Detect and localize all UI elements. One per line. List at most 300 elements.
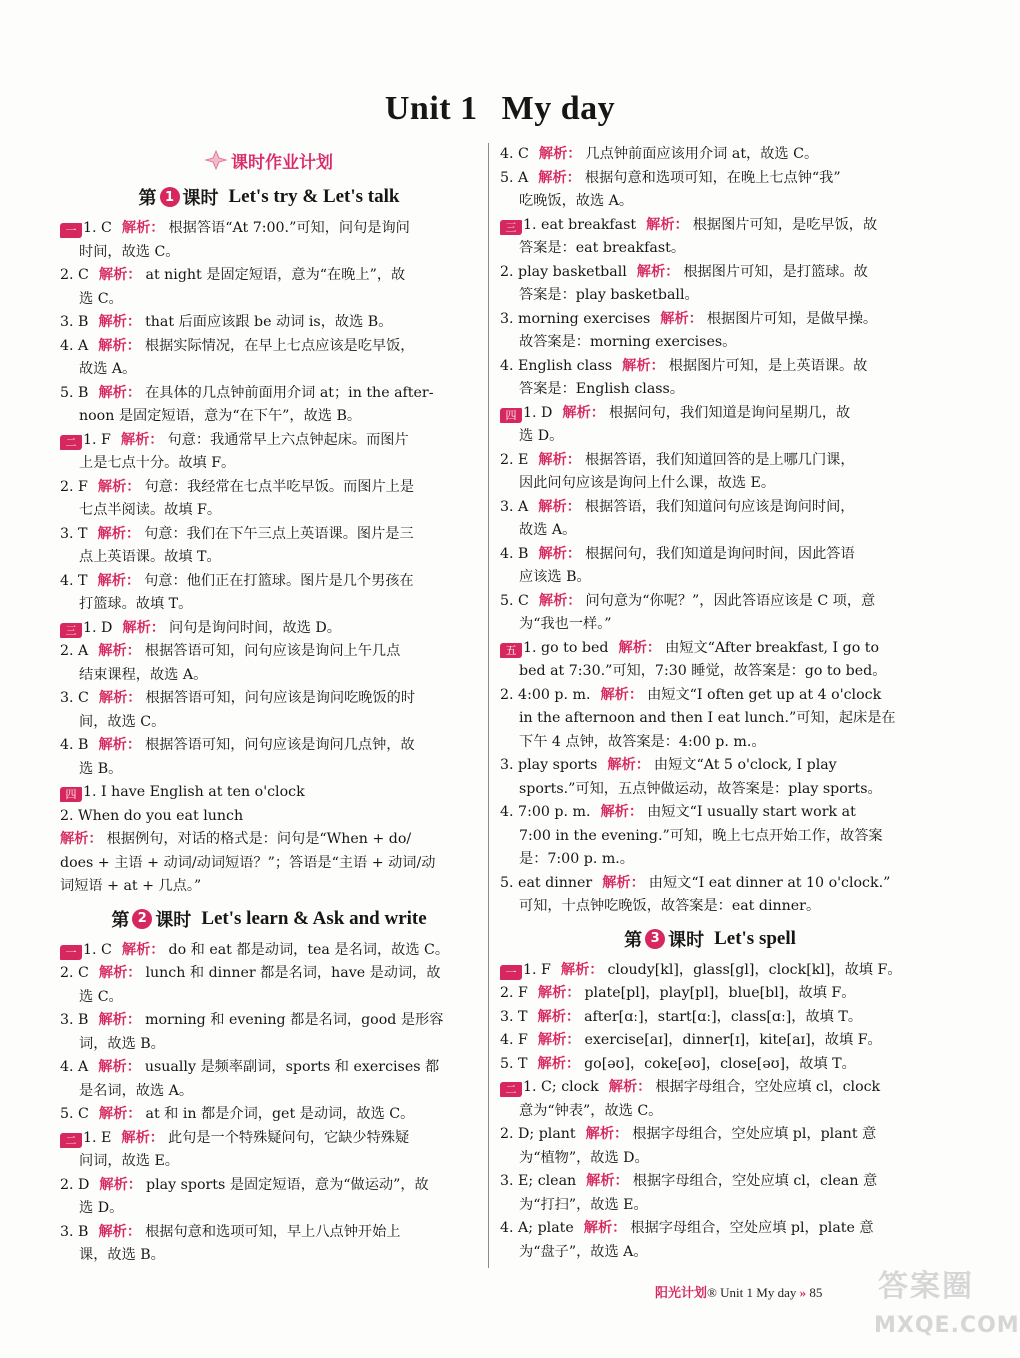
answer-line [500,519,920,543]
answer-line [500,1241,920,1265]
answer-line [60,1033,478,1057]
answer-line [500,731,920,755]
explanation-label: 解析： [537,985,581,1001]
lesson-title: Let's learn & Ask and write [201,907,427,929]
section-badge-icon: 一 [60,223,82,238]
answer-line [60,1150,478,1174]
answer-line [500,872,920,896]
answer-line [500,496,920,520]
explanation-label: 解析： [98,965,142,981]
explanation-text: do 和 eat 都是动词，tea 是名词，故选 C。 [168,941,450,958]
explanation-text: 句意：我通常早上六点钟起床。而图片 [167,431,409,448]
explanation-text: 问句意为“你呢？”，因此答语应该是 C 项，意 [585,592,876,609]
question-answer: 3. B [60,1223,89,1240]
explanation-text: 句意：他们正在打篮球。图片是几个男孩在 [144,572,414,589]
lesson-prefix: 第 [111,909,130,931]
explanation-label: 解析： [618,639,662,656]
question-answer: 5. C [500,592,529,609]
answer-line [60,875,478,899]
question-answer: 3. play sports [500,757,598,773]
explanation-label: 解析： [98,1106,142,1122]
section-badge-icon: 三 [500,220,522,235]
explanation-text: 七点半阅读。故填 F。 [79,502,222,518]
explanation-text: 问句是询问时间，故选 D。 [169,619,341,636]
explanation-label: 解析： [97,572,141,589]
explanation-text: 根据句意和选项可知，在晚上七点钟“我” [584,169,841,186]
answer-line [500,754,920,778]
explanation-text: 由短文“After breakfast, I go to [665,639,880,656]
explanation-label: 解析： [538,146,582,162]
explanation-text: 时间，故选 C。 [79,243,180,260]
question-answer: 2. D [60,1176,90,1193]
explanation-text: 根据问句，我们知道是询问时间，因此答语 [585,545,855,562]
answer-line [500,543,920,567]
question-answer: 3. A [500,498,529,515]
explanation-label: 解析： [538,169,581,186]
explanation-text: 下午 4 点钟，故答案是：4:00 p. m.。 [519,733,766,750]
answer-line [60,939,478,963]
answer-line [500,1006,920,1030]
explanation-text: 词，故选 B。 [79,1035,165,1052]
lesson-title: Let's spell [714,927,796,949]
explanation-label: 解析： [602,874,645,891]
question-answer: 4. English class [500,357,613,374]
plan-heading [60,143,478,177]
section-badge-icon: 三 [60,623,82,638]
answer-line [500,449,920,473]
explanation-text: exercise[aɪ]，dinner[ɪ]，kite[aɪ]，故填 F。 [584,1032,882,1048]
question-answer: 5. T [500,1055,528,1072]
question-answer: 2. C [60,965,89,981]
answer-line [60,405,478,429]
explanation-text: 由短文“I usually start work at [647,804,856,820]
explanation-text: 根据答语“At 7:00.”可知，问句是询问 [168,220,410,236]
explanation-label: 解析： [537,1008,581,1025]
question-answer: 5. C [60,1106,89,1122]
question-answer: 3. B [60,1012,89,1028]
explanation-text: play sports 是固定短语，意为“做运动”，故 [146,1176,429,1193]
page-number: 85 [809,1285,823,1300]
explanation-text: sports.”可知，五点钟做运动，故答案是：play sports。 [519,780,882,797]
explanation-text: 词短语 + at + 几点。” [60,878,202,894]
question-answer: 2. C [60,267,89,283]
question-answer: 3. E; clean [500,1173,577,1189]
explanation-label: 解析： [538,498,581,515]
answer-line [500,637,920,661]
explanation-label: 解析： [98,1223,142,1240]
question-answer: 1. F [83,431,111,448]
explanation-text: 根据实际情况，在早上七点应该是吃早饭， [144,337,415,354]
answer-line [60,781,478,805]
explanation-label: 解析： [98,1059,141,1075]
unit-title [0,90,1000,128]
question-answer: 1. C; clock [523,1079,599,1095]
explanation-text: 根据句意和选项可知，早上八点钟开始上 [145,1223,401,1240]
answer-line [500,261,920,285]
watermark-bottom: MXQE.COM [874,1313,1020,1338]
answer-line [60,523,478,547]
answer-line [500,237,920,261]
answer-line [500,425,920,449]
lesson-title: Let's try & Let's talk [228,186,400,207]
answer-line [500,331,920,355]
question-answer: 1. D [83,619,113,636]
answer-line [60,687,478,711]
explanation-text: 根据图片可知，是吃早饭，故 [692,216,878,233]
explanation-text: 根据问句，我们知道是询问星期几，故 [609,404,851,421]
explanation-text: 间，故选 C。 [79,713,166,730]
answer-line [500,707,920,731]
answer-line [60,1009,478,1033]
explanation-text: 因此问句应该是询问上什么课，故选 E。 [519,475,776,491]
explanation-text: 根据例句，对话的格式是：问句是“When + do/ [106,831,412,847]
explanation-text: 选 D。 [519,428,564,444]
explanation-label: 解析： [121,220,165,236]
question-answer: 1. F [523,961,551,978]
section-badge-icon: 二 [60,435,82,450]
lesson-heading [60,899,478,939]
explanation-text: 根据字母组合，空处应填 pl，plate 意 [630,1220,874,1236]
question-answer: 4. A [60,337,89,354]
section-badge-icon: 一 [60,945,82,960]
answer-line [60,962,478,986]
explanation-label: 解析： [98,690,142,706]
explanation-text: 选 C。 [79,290,123,307]
explanation-text: 根据答语，我们知道回答的是上哪几门课， [584,451,855,468]
lesson-suffix: 课时 [668,929,705,951]
lesson-heading [60,177,478,217]
answer-line [60,758,478,782]
explanation-text: 为“我也一样。” [519,616,612,632]
question-answer: 4. A [60,1059,89,1075]
answer-line [500,660,920,684]
answer-line [60,452,478,476]
explanation-label: 解析： [122,619,165,636]
answer-line [60,382,478,406]
explanation-text: 是名词，故选 A。 [79,1082,194,1099]
section-badge-icon: 一 [500,965,522,980]
explanation-label: 解析： [660,310,703,327]
answer-line [500,472,920,496]
answer-line [500,378,920,402]
answer-line [60,429,478,453]
footer-unit: Unit 1 [720,1285,754,1300]
explanation-label: 解析： [98,643,141,659]
explanation-text: 选 D。 [79,1200,124,1216]
answer-line [60,852,478,876]
page-footer [655,1282,822,1301]
explanation-text: 故选 A。 [519,522,577,538]
explanation-text: in the afternoon and then I eat lunch.”可知，起床是在 [519,710,896,726]
explanation-text: 根据图片可知，是上英语课。故 [668,357,868,374]
explanation-label: 解析： [562,404,605,421]
answer-line [500,959,920,983]
explanation-label: 解析： [60,831,103,847]
explanation-text: 课，故选 B。 [79,1247,165,1263]
explanation-label: 解析： [600,804,644,820]
explanation-text: 为“植物”，故选 D。 [519,1149,649,1166]
leaf-icon [205,149,227,171]
answer-line [500,214,920,238]
answer-line [500,895,920,919]
explanation-label: 解析： [607,757,650,773]
explanation-text: 故选 A。 [79,361,137,377]
answer-line [60,217,478,241]
explanation-text: 上是七点十分。故填 F。 [79,455,236,471]
explanation-label: 解析： [636,263,680,280]
answer-line [500,848,920,872]
question-answer: 2. When do you eat lunch [60,807,244,824]
question-answer: 1. D [523,404,553,421]
answer-line [60,546,478,570]
footer-topic: My day [756,1285,797,1300]
answer-line [500,167,920,191]
column-divider [488,143,489,1268]
answer-line [60,311,478,335]
explanation-label: 解析： [120,431,164,448]
explanation-text: 在具体的几点钟前面用介词 at；in the after- [145,384,434,401]
answer-line [500,566,920,590]
question-answer: 2. 4:00 p. m. [500,686,591,703]
answer-line [500,190,920,214]
explanation-label: 解析： [538,451,581,468]
answer-line [500,308,920,332]
question-answer: 4. B [500,545,529,562]
question-answer: 2. A [60,643,89,659]
answer-line [500,143,920,167]
explanation-text: 根据答语可知，问句应该是询问吃晚饭的时 [145,690,416,706]
explanation-label: 解析： [98,314,142,330]
unit-name: My day [501,90,616,127]
answer-line [60,617,478,641]
answer-line [60,1103,478,1127]
explanation-text: 答案是：English class。 [519,381,685,397]
question-answer: 4. 7:00 p. m. [500,804,591,820]
explanation-label: 解析： [98,267,142,283]
explanation-text: lunch 和 dinner 都是名词，have 是动词，故 [145,965,441,981]
answer-line [60,1080,478,1104]
section-badge-icon: 二 [500,1082,522,1097]
answer-line [60,288,478,312]
explanation-label: 解析： [586,1173,629,1189]
watermark-top: 答案圈 [878,1269,974,1304]
explanation-text: morning 和 evening 都是名词，good 是形容 [145,1012,444,1028]
answer-line [60,1244,478,1268]
question-answer: 1. go to bed [523,639,609,656]
question-answer: 2. play basketball [500,263,627,280]
explanation-text: 应该选 B。 [519,569,591,585]
explanation-label: 解析： [98,384,142,401]
answer-line [500,1076,920,1100]
explanation-label: 解析： [98,337,141,354]
answer-line [500,1217,920,1241]
explanation-text: 为“打扫”，故选 E。 [519,1196,648,1213]
question-answer: 5. B [60,384,89,401]
answer-line [60,241,478,265]
explanation-label: 解析： [537,1032,581,1048]
explanation-label: 解析： [646,216,689,233]
answer-line [500,1100,920,1124]
explanation-text: 此句是一个特殊疑问句，它缺少特殊疑 [167,1129,410,1146]
answer-line [500,1194,920,1218]
explanation-text: 结束课程，故选 A。 [79,666,208,683]
explanation-label: 解析： [560,961,604,978]
answer-line [60,264,478,288]
answer-line [60,1174,478,1198]
lesson-heading [500,919,920,959]
lesson-prefix: 第 [138,188,157,209]
answer-line [60,664,478,688]
explanation-text: 是：7:00 p. m.。 [519,851,634,867]
left-answer-list [60,177,478,1268]
explanation-text: 由短文“I eat dinner at 10 o'clock.” [648,874,891,891]
explanation-label: 解析： [121,1129,164,1146]
explanation-label: 解析： [97,525,141,542]
lesson-number-icon: 2 [132,909,152,929]
explanation-text: 吃晚饭，故选 A。 [519,193,634,209]
answer-line [60,1197,478,1221]
explanation-label: 解析： [97,478,141,495]
question-answer: 2. D; plant [500,1126,576,1142]
explanation-text: 根据字母组合，空处应填 cl，clean 意 [632,1173,878,1189]
explanation-text: 几点钟前面应该用介词 at，故选 C。 [585,146,819,162]
explanation-text: 故答案是：morning exercises。 [519,334,737,350]
footer-reg-mark: ® [707,1285,717,1300]
explanation-text: 句意：我们在下午三点上英语课。图片是三 [144,525,414,542]
explanation-text: 答案是：play basketball。 [519,287,699,303]
answer-line [500,402,920,426]
answer-line [500,801,920,825]
explanation-label: 解析： [98,737,142,753]
explanation-text: 由短文“At 5 o'clock, I play [653,757,837,773]
watermark-logo [870,1255,1020,1350]
lesson-suffix: 课时 [155,909,192,931]
question-answer: 1. I have English at ten o'clock [83,784,305,800]
explanation-text: 选 C。 [79,988,123,1005]
explanation-label: 解析： [608,1079,652,1095]
question-answer: 4. C [500,146,529,162]
lesson-suffix: 课时 [182,188,219,209]
explanation-label: 解析： [121,941,165,958]
explanation-text: does + 主语 + 动词/动词短语？”；答语是“主语 + 动词/动 [60,854,436,871]
question-answer: 4. T [60,572,88,589]
section-badge-icon: 四 [500,408,522,423]
answer-line [500,1147,920,1171]
answer-line [500,825,920,849]
answer-line [500,1123,920,1147]
explanation-text: at night 是固定短语，意为“在晚上”，故 [145,267,406,283]
question-answer: 2. E [500,451,529,468]
question-answer: 4. A; plate [500,1220,574,1236]
answer-line [60,1221,478,1245]
answer-line [500,1053,920,1077]
answer-line [60,1127,478,1151]
explanation-text: 问词，故选 E。 [79,1153,179,1169]
chevron-right-icon: » [799,1285,807,1300]
explanation-text: 根据字母组合，空处应填 pl，plant 意 [632,1126,877,1142]
explanation-text: noon 是固定短语，意为“在下午”，故选 B。 [79,408,362,424]
plan-heading-text: 课时作业计划 [231,152,333,173]
explanation-text: usually 是频率副词，sports 和 exercises 都 [144,1059,440,1075]
explanation-text: 点上英语课。故填 T。 [79,549,221,565]
question-answer: 4. F [500,1032,528,1048]
explanation-text: go[əʊ]，coke[əʊ]，close[əʊ]，故填 T。 [584,1055,856,1072]
question-answer: 5. A [500,169,529,186]
explanation-text: 根据字母组合，空处应填 cl，clock [655,1079,881,1095]
answer-line [60,476,478,500]
answer-line [500,1029,920,1053]
explanation-text: at 和 in 都是介词，get 是动词，故选 C。 [145,1106,415,1122]
question-answer: 3. morning exercises [500,310,651,327]
answer-line [60,805,478,829]
answer-line [60,711,478,735]
explanation-text: plate[pl]，play[pl]，blue[bl]，故填 F。 [584,985,856,1001]
left-column [60,143,478,1268]
right-column [500,143,920,1264]
lesson-number-icon: 1 [160,187,180,207]
section-badge-icon: 五 [500,643,522,658]
explanation-label: 解析： [538,592,582,609]
answer-line [500,982,920,1006]
question-answer: 4. B [60,737,89,753]
explanation-text: 答案是：eat breakfast。 [519,240,686,256]
explanation-label: 解析： [583,1220,627,1236]
question-answer: 1. eat breakfast [523,216,637,233]
explanation-text: 根据答语可知，问句应该是询问上午几点 [144,643,401,659]
question-answer: 3. C [60,690,89,706]
unit-number: Unit 1 [384,90,478,127]
answer-line [60,1056,478,1080]
explanation-text: bed at 7:30.”可知，7:30 睡觉，故答案是：go to bed。 [519,663,887,679]
explanation-label: 解析： [537,1055,581,1072]
section-badge-icon: 四 [60,787,82,802]
footer-brand: 阳光计划 [655,1286,708,1301]
explanation-label: 解析： [98,1012,142,1028]
answer-line [60,335,478,359]
answer-line [500,590,920,614]
explanation-text: 根据图片可知，是打篮球。故 [683,263,868,280]
answer-line [60,358,478,382]
answer-line [500,613,920,637]
explanation-text: after[ɑː]，start[ɑː]，class[ɑː]，故填 T。 [584,1008,863,1025]
question-answer: 1. C [83,941,112,958]
right-answer-list [500,143,920,1264]
explanation-text: that 后面应该跟 be 动词 is，故选 B。 [145,314,393,330]
explanation-text: 根据图片可知，是做早操。 [706,310,878,327]
explanation-label: 解析： [538,545,582,562]
lesson-number-icon: 3 [645,929,665,949]
answer-line [60,499,478,523]
answer-line [500,284,920,308]
explanation-text: 意为“钟表”，故选 C。 [519,1102,663,1119]
answer-line [500,684,920,708]
explanation-text: 为“盘子”，故选 A。 [519,1243,648,1260]
question-answer: 1. C [83,220,112,236]
explanation-text: 选 B。 [79,760,123,777]
explanation-text: 7:00 in the evening.”可知，晚上七点开始工作，故答案 [519,827,883,844]
question-answer: 3. T [500,1008,528,1025]
lesson-prefix: 第 [624,929,643,951]
explanation-text: 句意：我经常在七点半吃早饭。而图片上是 [144,478,415,495]
question-answer: 3. B [60,314,89,330]
explanation-text: 根据答语可知，问句应该是询问几点钟，故 [145,737,415,753]
answer-line [60,734,478,758]
answer-line [500,355,920,379]
question-answer: 2. F [60,478,88,495]
explanation-text: 由短文“I often get up at 4 o'clock [647,686,882,703]
question-answer: 1. E [83,1129,112,1146]
answer-line [500,778,920,802]
